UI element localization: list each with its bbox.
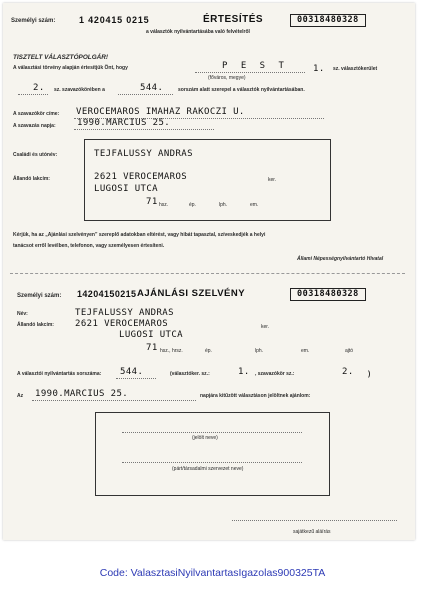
footer-note-line1: Kérjük, ha az „Ajánlási szelvényen” szereplő adatokban eltérést, vagy hibát tapasztal, szíveskedjék a helyi [13, 232, 266, 238]
szemelyi-szam-value: 1 420415 0215 [79, 15, 150, 25]
residence-street: LUGOSI UTCA [94, 184, 159, 194]
office-name: Állami Népességnyilvántartó Hivatal [297, 256, 384, 262]
party-name-line [122, 462, 302, 463]
coupon-hsz-label: hsz., hrsz. [160, 348, 183, 354]
order-value: 544. [140, 83, 164, 93]
coupon-az-label: Az [17, 393, 24, 399]
residence-label: Állandó lakcím: [13, 176, 50, 182]
coupon-ep-label: ép. [205, 348, 212, 354]
ker-label: ker. [268, 177, 277, 183]
footer-note-line2: tanácsot erről levélben, telefonon, vagy személyesen értesíteni. [13, 243, 165, 249]
document-code-caption: Code: ValasztasiNyilvantartasIgazolas900325TA [99, 567, 326, 579]
address-label: A szavazókör címe: [13, 111, 60, 117]
serial-number-bottom: 00318480328 [290, 288, 366, 301]
notice-line1: A választási törvény alapján értesítjük Önt, hogy [13, 65, 128, 71]
ertesites-title: ÉRTESÍTÉS [203, 14, 264, 25]
coupon-nyilv-dotted-line [116, 378, 156, 379]
place-value: P E S T [222, 61, 288, 71]
signature-line [232, 520, 397, 521]
coupon-close-paren: ) [368, 371, 371, 378]
coupon-title: AJÁNLÁSI SZELVÉNY [137, 288, 246, 299]
serial-number-top: 00318480328 [290, 14, 366, 27]
order-dotted-line [118, 94, 173, 95]
date-dotted-line [74, 129, 214, 130]
unit-dotted-line [18, 94, 48, 95]
address-value: VEROCEMAROS IMAHAZ RAKOCZI U. [76, 107, 245, 117]
place-label: (főváros, megye) [208, 75, 246, 81]
coupon-date-suffix: napjára kitűzött választáson jelöltnek ajánlom: [200, 393, 311, 399]
date-value: 1990.MARCIUS 25. [77, 118, 171, 128]
place-dotted-line [195, 72, 305, 73]
coupon-ajto-label: ajtó [345, 348, 354, 354]
coupon-lph-label: lph. [255, 348, 264, 354]
coupon-street: LUGOSI UTCA [119, 330, 184, 340]
party-name-label: (párt/társadalmi szervezet neve) [172, 466, 244, 472]
coupon-name-value: TEJFALUSSY ANDRAS [75, 308, 174, 318]
unit-value: 2. [33, 83, 45, 93]
notice-line2-end: sorszám alatt szerepel a választók nyilvántartásában. [178, 87, 305, 93]
coupon-valasztoker-value: 1. [238, 367, 250, 377]
ep-label: ép. [189, 202, 196, 208]
coupon-ker-label: ker. [261, 324, 270, 330]
date-label: A szavazás napja: [13, 123, 56, 129]
signature-label: sajátkezű aláírás [293, 529, 331, 535]
name-label: Családi és utónév: [13, 152, 58, 158]
perforation-line [10, 273, 405, 274]
candidate-box [95, 412, 330, 496]
coupon-szemelyi-label: Személyi szám: [17, 293, 62, 299]
notice-line2: sz. szavazókörében a [54, 87, 105, 93]
house-number: 71 [146, 197, 158, 207]
greeting: TISZTELT VÁLASZTÓPOLGÁR! [13, 54, 109, 61]
ertesites-subtitle: a választók nyilvántartásába való felvételről [146, 29, 250, 35]
district-value: 1. [313, 64, 325, 74]
coupon-szemelyi-value: 14204150215 [77, 289, 137, 299]
em-label: em. [250, 202, 259, 208]
coupon-date-dotted-line [32, 400, 196, 401]
coupon-residence-label: Állandó lakcím: [17, 322, 54, 328]
coupon-nyilv-label: A választói nyilvántartás sorszáma: [17, 371, 102, 377]
candidate-name-label: (jelölt neve) [192, 435, 218, 441]
hsz-label: hsz. [159, 202, 169, 208]
lph-label: lph. [219, 202, 228, 208]
szemelyi-szam-label: Személyi szám: [11, 18, 56, 24]
district-label: sz. választókerület [333, 66, 378, 72]
residence-city: 2621 VEROCEMAROS [94, 172, 188, 182]
coupon-valasztoker-label: (választóker. sz.: [170, 371, 210, 377]
coupon-house-number: 71 [146, 343, 158, 353]
coupon-szavazokor-label: , szavazókör sz.: [255, 371, 295, 377]
coupon-name-label: Név: [17, 311, 28, 317]
candidate-name-line [122, 432, 302, 433]
coupon-residence-city: 2621 VEROCEMAROS [75, 319, 169, 329]
coupon-date-value: 1990.MARCIUS 25. [35, 389, 129, 399]
coupon-nyilv-value: 544. [120, 367, 144, 377]
name-value: TEJFALUSSY ANDRAS [94, 149, 193, 159]
coupon-szavazokor-value: 2. [342, 367, 354, 377]
coupon-em-label: em. [301, 348, 310, 354]
